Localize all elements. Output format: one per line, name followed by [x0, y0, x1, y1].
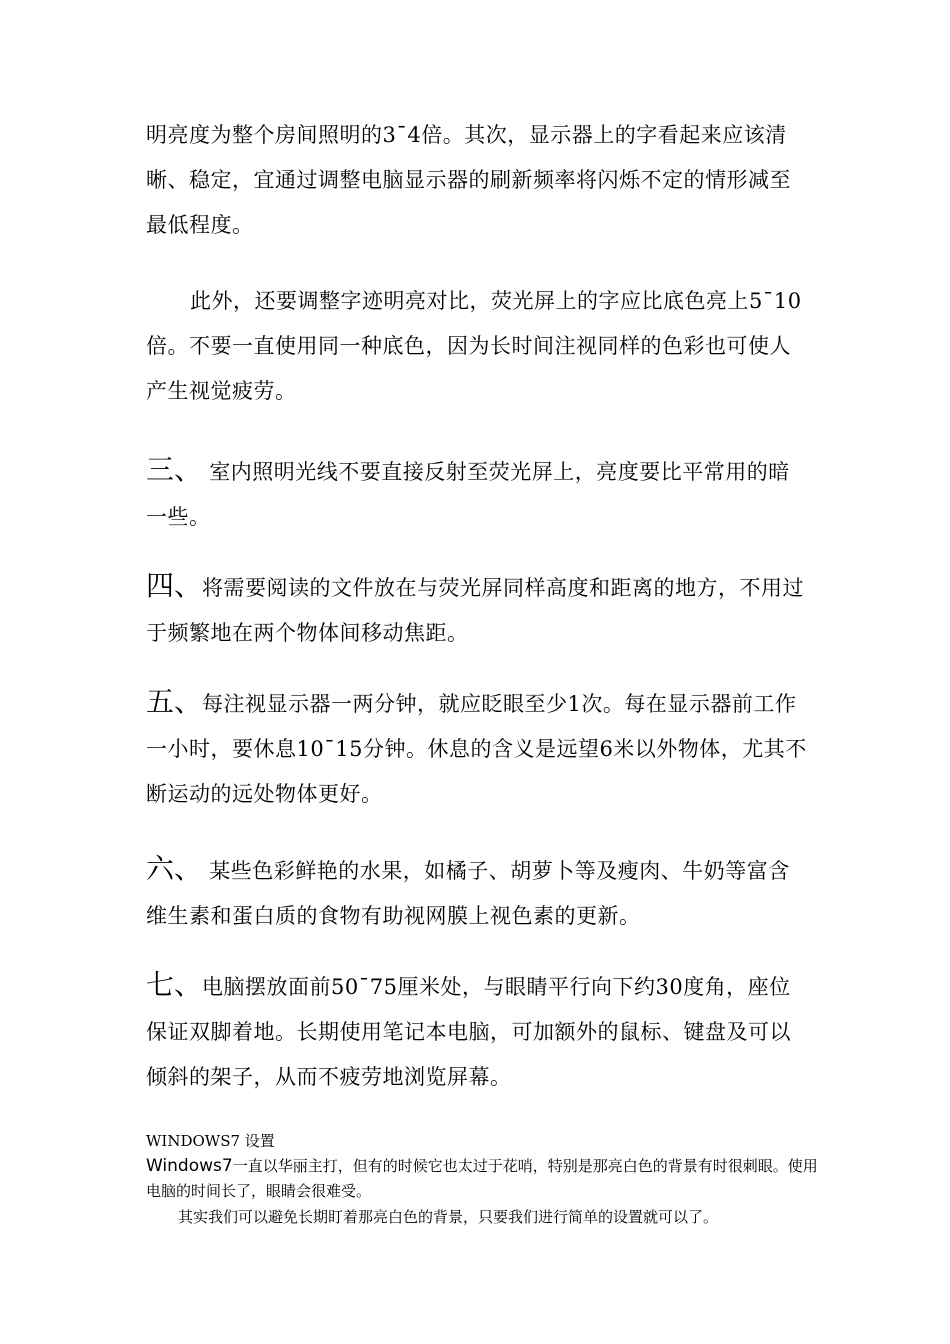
section-four — [146, 563, 810, 656]
paragraph-brightness — [146, 113, 810, 248]
section-three — [146, 447, 810, 540]
section-number: 五、 — [146, 685, 203, 718]
section-six — [146, 846, 810, 939]
section-number: 四、 — [146, 569, 203, 602]
section-text: 电脑摆放面前50¯75厘米处，与眼睛平行向下约30度角，座位保证双脚着地。长期使用笔记本电脑，可加额外的鼠标、键盘及可以倾斜的架子，从而不疲劳地浏览屏幕。 — [146, 975, 791, 1089]
section-five — [146, 679, 810, 817]
section-text: 每注视显示器一两分钟，就应眨眼至少1次。每在显示器前工作一小时，要休息10¯15分钟。休息的含义是远望6米以外物体，尤其不断运动的远处物体更好。 — [146, 692, 807, 806]
paragraph-text: 明亮度为整个房间照明的3¯4倍。其次，显示器上的字看起来应该清晰、稳定，宜通过调整电脑显示器的刷新频率将闪烁不定的情形减至最低程度。 — [146, 123, 791, 237]
windows7-heading — [146, 1129, 818, 1154]
heading-text: WINDOWS7 设置 — [146, 1132, 275, 1150]
section-text: 室内照明光线不要直接反射至荧光屏上，亮度要比平常用的暗一些。 — [146, 460, 790, 529]
paragraph-text: 一直以华丽主打，但有的时候它也太过于花哨，特别是那亮白色的背景有时很刺眼。使用电脑的时间长了，眼睛会很难受。 — [146, 1157, 818, 1200]
section-number: 七、 — [146, 968, 203, 1001]
section-seven — [146, 962, 810, 1100]
windows7-paragraph-1 — [146, 1154, 818, 1204]
section-text: 将需要阅读的文件放在与荧光屏同样高度和距离的地方，不用过于频繁地在两个物体间移动焦距。 — [146, 576, 805, 645]
windows7-lead: Windows7 — [146, 1156, 233, 1176]
paragraph-text: 此外，还要调整字迹明亮对比，荧光屏上的字应比底色亮上5¯10倍。不要一直使用同一种底色，因为长时间注视同样的色彩也可使人产生视觉疲劳。 — [146, 289, 802, 403]
section-number: 六、 — [146, 852, 203, 885]
paragraph-text: 其实我们可以避免长期盯着那亮白色的背景，只要我们进行简单的设置就可以了。 — [178, 1208, 719, 1226]
paragraph-contrast — [146, 279, 810, 414]
section-text: 某些色彩鲜艳的水果，如橘子、胡萝卜等及瘦肉、牛奶等富含维生素和蛋白质的食物有助视网膜上视色素的更新。 — [146, 859, 790, 928]
section-number: 三、 — [146, 453, 203, 486]
windows7-paragraph-2 — [146, 1205, 818, 1230]
